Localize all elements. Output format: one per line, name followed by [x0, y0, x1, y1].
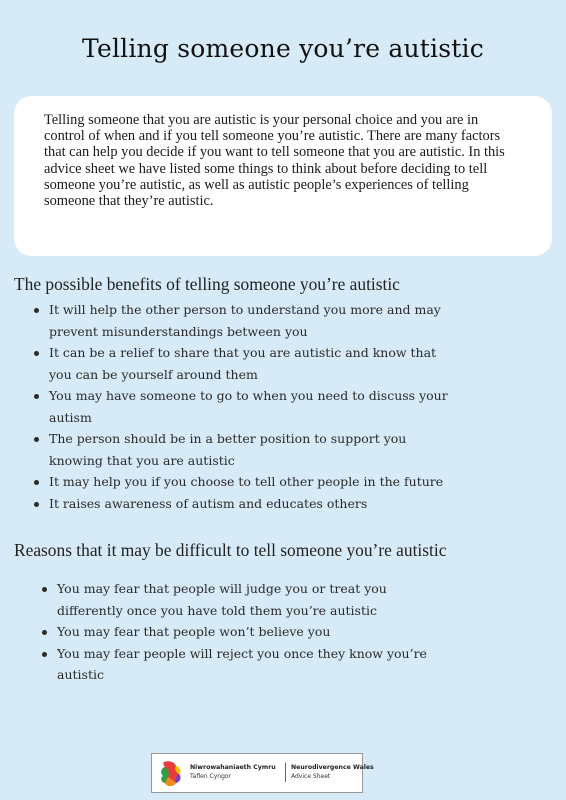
list-item: You may fear that people won’t believe you — [40, 621, 430, 643]
list-item: You may have someone to go to when you need to discuss your autism — [32, 385, 452, 428]
difficulties-list — [40, 578, 430, 686]
wales-map-icon — [158, 760, 184, 788]
list-item: The person should be in a better position to support you knowing that you are autistic — [32, 428, 452, 471]
logo-welsh-text — [190, 763, 276, 782]
intro-paragraph: Telling someone that you are autistic is your personal choice and you are in control of when and if you tell someone you’re autistic. There are many factors that can help you decide if you want to tell someone that you are autistic. In this advice sheet we have listed some things to think about before deciding to tell someone you’re autistic, as well as autistic people’s experiences of telling someone that they’re autistic. — [44, 112, 505, 210]
list-item: It will help the other person to understand you more and may prevent misunderstandings between you — [32, 299, 452, 342]
list-item: You may fear that people will judge you or treat you differently once you have told them you’re autistic — [40, 578, 430, 621]
list-item: It may help you if you choose to tell other people in the future — [32, 471, 452, 493]
list-item: It can be a relief to share that you are autistic and know that you can be yourself around them — [32, 342, 452, 385]
footer-logo — [151, 753, 374, 793]
logo-english-text — [285, 763, 374, 782]
list-item: You may fear people will reject you once they know you’re autistic — [40, 643, 430, 686]
benefits-list — [32, 299, 452, 514]
logo-english-name: Neurodivergence Wales — [291, 764, 374, 771]
intro-card — [14, 96, 552, 256]
benefits-heading: The possible benefits of telling someone you’re autistic — [14, 274, 400, 294]
logo-welsh-name: Niwrowahaniaeth Cymru — [190, 764, 276, 771]
difficulties-heading: Reasons that it may be difficult to tell someone you’re autistic — [14, 540, 447, 560]
list-item: It raises awareness of autism and educates others — [32, 493, 452, 515]
page-title: Telling someone you’re autistic — [82, 34, 484, 63]
logo-welsh-sub: Taflen Cyngor — [190, 773, 232, 780]
logo-english-sub: Advice Sheet — [291, 773, 331, 780]
